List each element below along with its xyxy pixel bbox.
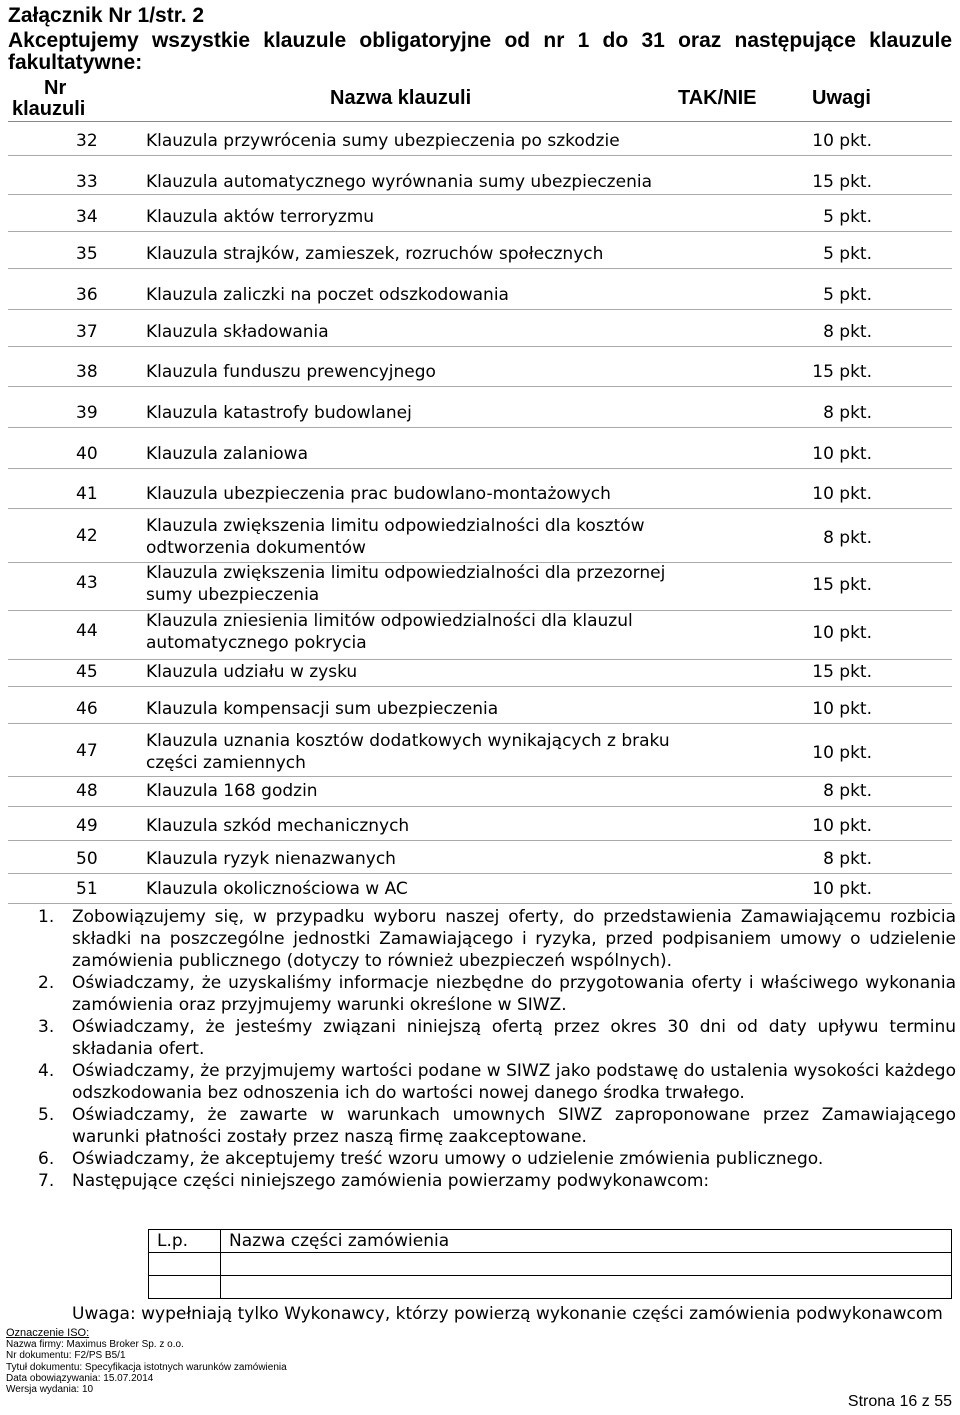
clause-number: 46 [76, 699, 98, 719]
clause-number: 51 [76, 879, 98, 899]
clause-name: Klauzula funduszu prewencyjnego [146, 362, 436, 382]
clause-name: Klauzula szkód mechanicznych [146, 816, 410, 836]
statement-text: Oświadczamy, że akceptujemy treść wzoru umowy o udzielenie zmówienia publicznego. [72, 1149, 824, 1169]
clause-name: Klauzula zniesienia limitów odpowiedzialności dla klauzul automatycznego pokrycia [146, 611, 633, 653]
subcontractor-note: Uwaga: wypełniają tylko Wykonawcy, którzy powierzą wykonanie części zamówienia podwykonawcom [72, 1304, 943, 1324]
subcontractor-col-lp: L.p. [149, 1230, 221, 1253]
statement-text: Zobowiązujemy się, w przypadku wyboru naszej oferty, do przedstawienia Zamawiającemu rozbicia składki na poszczególne jednostki Zamawiającego i ryzyka, przed podpisaniem umowy o udzielenie zamówienia publicznego (dotyczy to również ubezpieczeń wspólnych). [72, 907, 956, 971]
iso-valid-date: Data obowiązywania: 15.07.2014 [6, 1372, 154, 1384]
clause-points: 5 pkt. [823, 285, 872, 305]
table-rule [8, 776, 952, 777]
clause-name: Klauzula zalaniowa [146, 444, 309, 464]
iso-title: Oznaczenie ISO: [6, 1327, 90, 1339]
table-rule [8, 346, 952, 347]
clause-name: Klauzula aktów terroryzmu [146, 207, 375, 227]
clause-number: 32 [76, 131, 98, 151]
clause-points: 5 pkt. [823, 244, 872, 264]
clause-name: Klauzula zwiększenia limitu odpowiedzialności dla kosztów odtworzenia dokumentów [146, 516, 645, 558]
iso-company: Nazwa firmy: Maximus Broker Sp. z o.o. [6, 1339, 184, 1351]
iso-block [6, 1328, 287, 1395]
intro-line-2: fakultatywne: [8, 51, 143, 74]
subcontractor-header-row [149, 1230, 952, 1253]
clause-number: 50 [76, 849, 98, 869]
table-rule [8, 121, 952, 122]
clause-number: 37 [76, 322, 98, 342]
clause-name: Klauzula przywrócenia sumy ubezpieczenia po szkodzie [146, 131, 620, 151]
clause-points: 10 pkt. [812, 623, 872, 643]
clause-points: 5 pkt. [823, 207, 872, 227]
table-rule [8, 686, 952, 687]
col-header-nr-line1: Nr [44, 77, 67, 99]
statement-item [32, 1016, 956, 1060]
table-rule [8, 806, 952, 807]
clause-number: 45 [76, 662, 98, 682]
statement-item [32, 1170, 956, 1192]
clause-number: 43 [76, 573, 98, 593]
subcontractor-empty-row [149, 1253, 952, 1276]
col-header-uwagi: Uwagi [812, 87, 871, 109]
clause-name: Klauzula udziału w zysku [146, 662, 358, 682]
clause-name: Klauzula 168 godzin [146, 781, 318, 801]
table-rule [8, 194, 952, 195]
statement-number: 3. [38, 1017, 55, 1037]
clause-points: 8 pkt. [823, 849, 872, 869]
statement-number: 4. [38, 1061, 55, 1081]
statement-text: Oświadczamy, że jesteśmy związani niniejszą ofertą przez okres 30 dni od daty upływu terminu składania ofert. [72, 1017, 956, 1059]
iso-version: Wersja wydania: 10 [6, 1384, 94, 1396]
intro-line-1: Akceptujemy wszystkie klauzule obligatoryjne od nr 1 do 31 oraz następujące klauzule [8, 29, 952, 52]
clause-number: 36 [76, 285, 98, 305]
col-header-nr [12, 78, 85, 120]
clause-number: 34 [76, 207, 98, 227]
clause-points: 15 pkt. [812, 362, 872, 382]
clause-name: Klauzula strajków, zamieszek, rozruchów społecznych [146, 244, 604, 264]
clause-number: 39 [76, 403, 98, 423]
statement-text: Oświadczamy, że zawarte w warunkach umownych SIWZ zaproponowane przez Zamawiającego warunki płatności zostały przez naszą firmę zaakceptowane. [72, 1105, 956, 1147]
page-number: Strona 16 z 55 [847, 1393, 952, 1410]
clause-number: 40 [76, 444, 98, 464]
clause-number: 44 [76, 621, 98, 641]
statement-number: 5. [38, 1105, 55, 1125]
clause-number: 48 [76, 781, 98, 801]
clause-points: 8 pkt. [823, 403, 872, 423]
table-rule [8, 268, 952, 269]
subcontractor-cell-name[interactable] [221, 1253, 952, 1276]
col-header-tak-nie: TAK/NIE [678, 87, 757, 109]
clause-name: Klauzula zwiększenia limitu odpowiedzialności dla przezornej sumy ubezpieczenia [146, 563, 666, 605]
statement-item [32, 1104, 956, 1148]
table-rule [8, 155, 952, 156]
statement-item [32, 906, 956, 972]
clause-name: Klauzula katastrofy budowlanej [146, 403, 412, 423]
col-header-name: Nazwa klauzuli [330, 87, 472, 109]
clause-number: 38 [76, 362, 98, 382]
clause-number: 42 [76, 526, 98, 546]
clause-points: 10 pkt. [812, 879, 872, 899]
table-rule [8, 873, 952, 874]
clause-points: 15 pkt. [812, 575, 872, 595]
clause-name: Klauzula ryzyk nienazwanych [146, 849, 396, 869]
clause-name: Klauzula składowania [146, 322, 329, 342]
subcontractor-col-name: Nazwa części zamówienia [221, 1230, 952, 1253]
statement-item [32, 1060, 956, 1104]
clause-name: Klauzula kompensacji sum ubezpieczenia [146, 699, 499, 719]
clause-points: 10 pkt. [812, 131, 872, 151]
statement-item [32, 972, 956, 1016]
clause-number: 47 [76, 741, 98, 761]
subcontractor-cell-name[interactable] [221, 1276, 952, 1299]
statement-number: 7. [38, 1171, 55, 1191]
attachment-label: Załącznik Nr 1/str. 2 [8, 4, 205, 27]
table-rule [8, 659, 952, 660]
clause-name: Klauzula zaliczki na poczet odszkodowania [146, 285, 509, 305]
iso-doc-no: Nr dokumentu: F2/PS B5/1 [6, 1350, 126, 1362]
statement-number: 2. [38, 973, 55, 993]
clause-name: Klauzula okolicznościowa w AC [146, 879, 408, 899]
subcontractor-cell-lp[interactable] [149, 1253, 221, 1276]
table-rule [8, 468, 952, 469]
clause-points: 10 pkt. [812, 444, 872, 464]
statement-text: Następujące części niniejszego zamówienia powierzamy podwykonawcom: [72, 1171, 710, 1191]
clause-number: 41 [76, 484, 98, 504]
statement-text: Oświadczamy, że uzyskaliśmy informacje niezbędne do przygotowania oferty i właściwego wykonania zamówienia oraz przyjmujemy warunki określone w SIWZ. [72, 973, 956, 1015]
clause-points: 10 pkt. [812, 816, 872, 836]
clause-points: 8 pkt. [823, 781, 872, 801]
clause-points: 15 pkt. [812, 172, 872, 192]
table-rule [8, 903, 952, 904]
clause-points: 10 pkt. [812, 699, 872, 719]
clause-points: 10 pkt. [812, 484, 872, 504]
clause-name: Klauzula ubezpieczenia prac budowlano-montażowych [146, 484, 611, 504]
table-rule [8, 386, 952, 387]
table-rule [8, 840, 952, 841]
clause-name: Klauzula uznania kosztów dodatkowych wynikających z braku części zamiennych [146, 731, 670, 773]
clause-points: 8 pkt. [823, 322, 872, 342]
col-header-nr-line2: klauzuli [12, 98, 86, 120]
clause-number: 33 [76, 172, 98, 192]
clause-points: 8 pkt. [823, 528, 872, 548]
table-rule [8, 723, 952, 724]
table-rule [8, 309, 952, 310]
clause-points: 15 pkt. [812, 662, 872, 682]
statement-text: Oświadczamy, że przyjmujemy wartości podane w SIWZ jako podstawę do ustalenia wysokości każdego odszkodowania bez odnoszenia ich do wartości nowej danego środka trwałego. [72, 1061, 956, 1103]
clause-number: 35 [76, 244, 98, 264]
table-rule [8, 231, 952, 232]
clause-name: Klauzula automatycznego wyrównania sumy ubezpieczenia [146, 172, 652, 192]
statements-list [32, 906, 956, 1192]
clause-points: 10 pkt. [812, 743, 872, 763]
subcontractor-cell-lp[interactable] [149, 1276, 221, 1299]
table-rule [8, 427, 952, 428]
subcontractor-empty-row [149, 1276, 952, 1299]
iso-doc-title: Tytuł dokumentu: Specyfikacja istotnych warunków zamówienia [6, 1361, 287, 1373]
statement-item [32, 1148, 956, 1170]
statement-number: 6. [38, 1149, 55, 1169]
statement-number: 1. [38, 907, 55, 927]
subcontractor-table [148, 1229, 952, 1299]
table-rule [8, 508, 952, 509]
clause-number: 49 [76, 816, 98, 836]
